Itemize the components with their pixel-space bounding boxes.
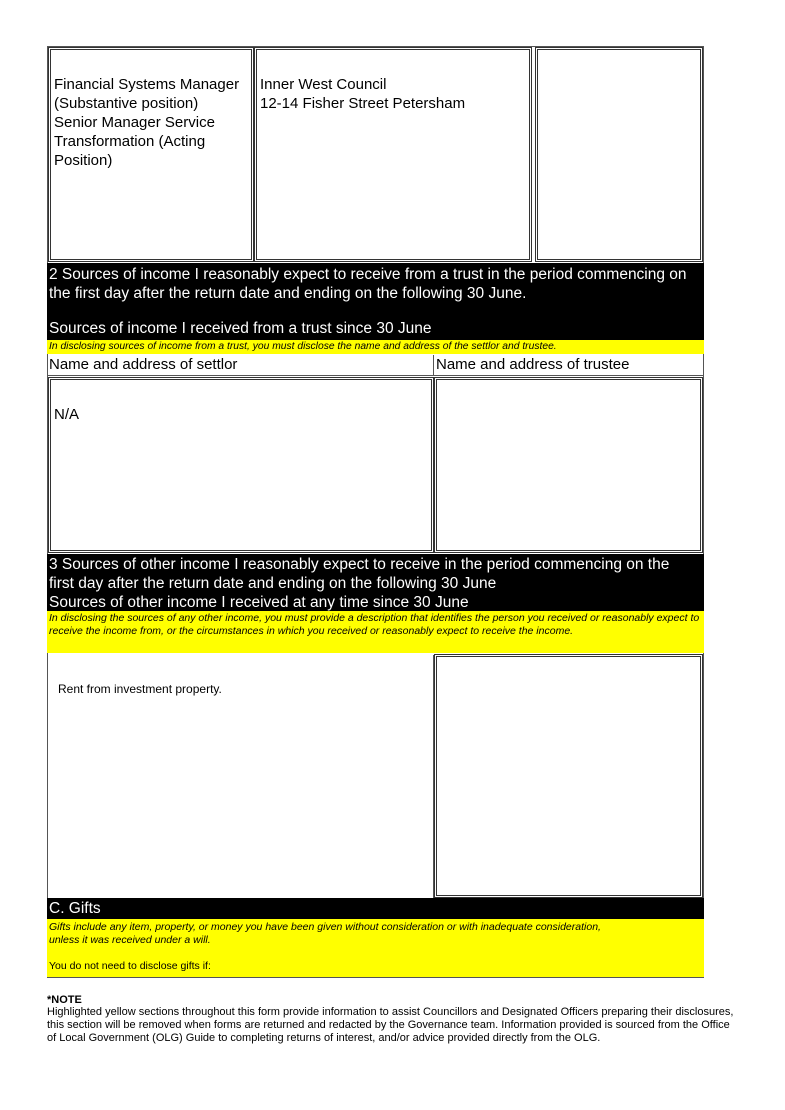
trustee-label <box>434 355 704 376</box>
settlor-field[interactable] <box>48 377 434 553</box>
section2-heading-line3: Sources of income I received from a trust since 30 June <box>49 320 432 337</box>
gifts-guidance-line3: You do not need to disclose gifts if: <box>49 960 211 972</box>
other-income-field-2[interactable] <box>434 654 703 898</box>
gifts-guidance-line1: Gifts include any item, property, or money you have been given without consideration or with inadequate consideration, <box>49 921 601 933</box>
gifts-heading-text: C. Gifts <box>49 900 101 917</box>
section2-heading-line2: the first day after the return date and ending on the following 30 June. <box>49 285 527 302</box>
note-block <box>47 994 737 1045</box>
note-title: *NOTE <box>47 994 82 1006</box>
section3-heading <box>47 554 704 611</box>
third-cell[interactable] <box>535 47 703 262</box>
trustee-field[interactable] <box>434 377 703 553</box>
section3-heading-line2: first day after the return date and ending on the following 30 June <box>49 575 497 592</box>
section2-guidance-text: In disclosing sources of income from a trust, you must disclose the name and address of the settlor and trustee. <box>49 341 557 352</box>
section3-heading-line3: Sources of other income I received at any time since 30 June <box>49 594 469 611</box>
section2-heading-line1: 2 Sources of income I reasonably expect to receive from a trust in the period commencing on <box>49 266 687 283</box>
other-income-field[interactable] <box>48 655 434 898</box>
address-text: Inner West Council 12-14 Fisher Street Petersham <box>260 76 466 112</box>
position-text: Financial Systems Manager (Substantive position) Senior Manager Service Transformation (Acting Position) <box>54 76 240 169</box>
section3-guidance <box>47 611 704 653</box>
section3-guidance-text: In disclosing the sources of any other income, you must provide a description that identifies the person you received or reasonably expect to receive the income from, or the circumstances in which you received or reasonably expect to receive the income. <box>49 612 700 637</box>
gifts-guidance <box>47 919 704 977</box>
gifts-heading <box>47 898 704 919</box>
section3-heading-line1: 3 Sources of other income I reasonably expect to receive in the period commencing on the <box>49 556 670 573</box>
address-cell[interactable] <box>254 47 532 262</box>
settlor-label <box>47 355 434 376</box>
position-cell[interactable] <box>48 47 254 262</box>
other-income-value: Rent from investment property. <box>58 682 222 696</box>
settlor-label-text: Name and address of settlor <box>49 356 238 373</box>
gifts-guidance-line2: unless it was received under a will. <box>49 934 211 946</box>
settlor-value: N/A <box>54 406 80 423</box>
section2-heading <box>47 263 704 340</box>
trustee-label-text: Name and address of trustee <box>436 356 630 373</box>
section2-guidance <box>47 340 704 354</box>
note-body: Highlighted yellow sections throughout this form provide information to assist Councillors and Designated Officers preparing their disclosures, this section will be removed when forms are returned and redacted by the Governance team. Information provided is sourced from the Office of Local Government (OLG) Guide to completing returns of interest, and/or advice provided directly from the OLG. <box>47 1006 734 1044</box>
